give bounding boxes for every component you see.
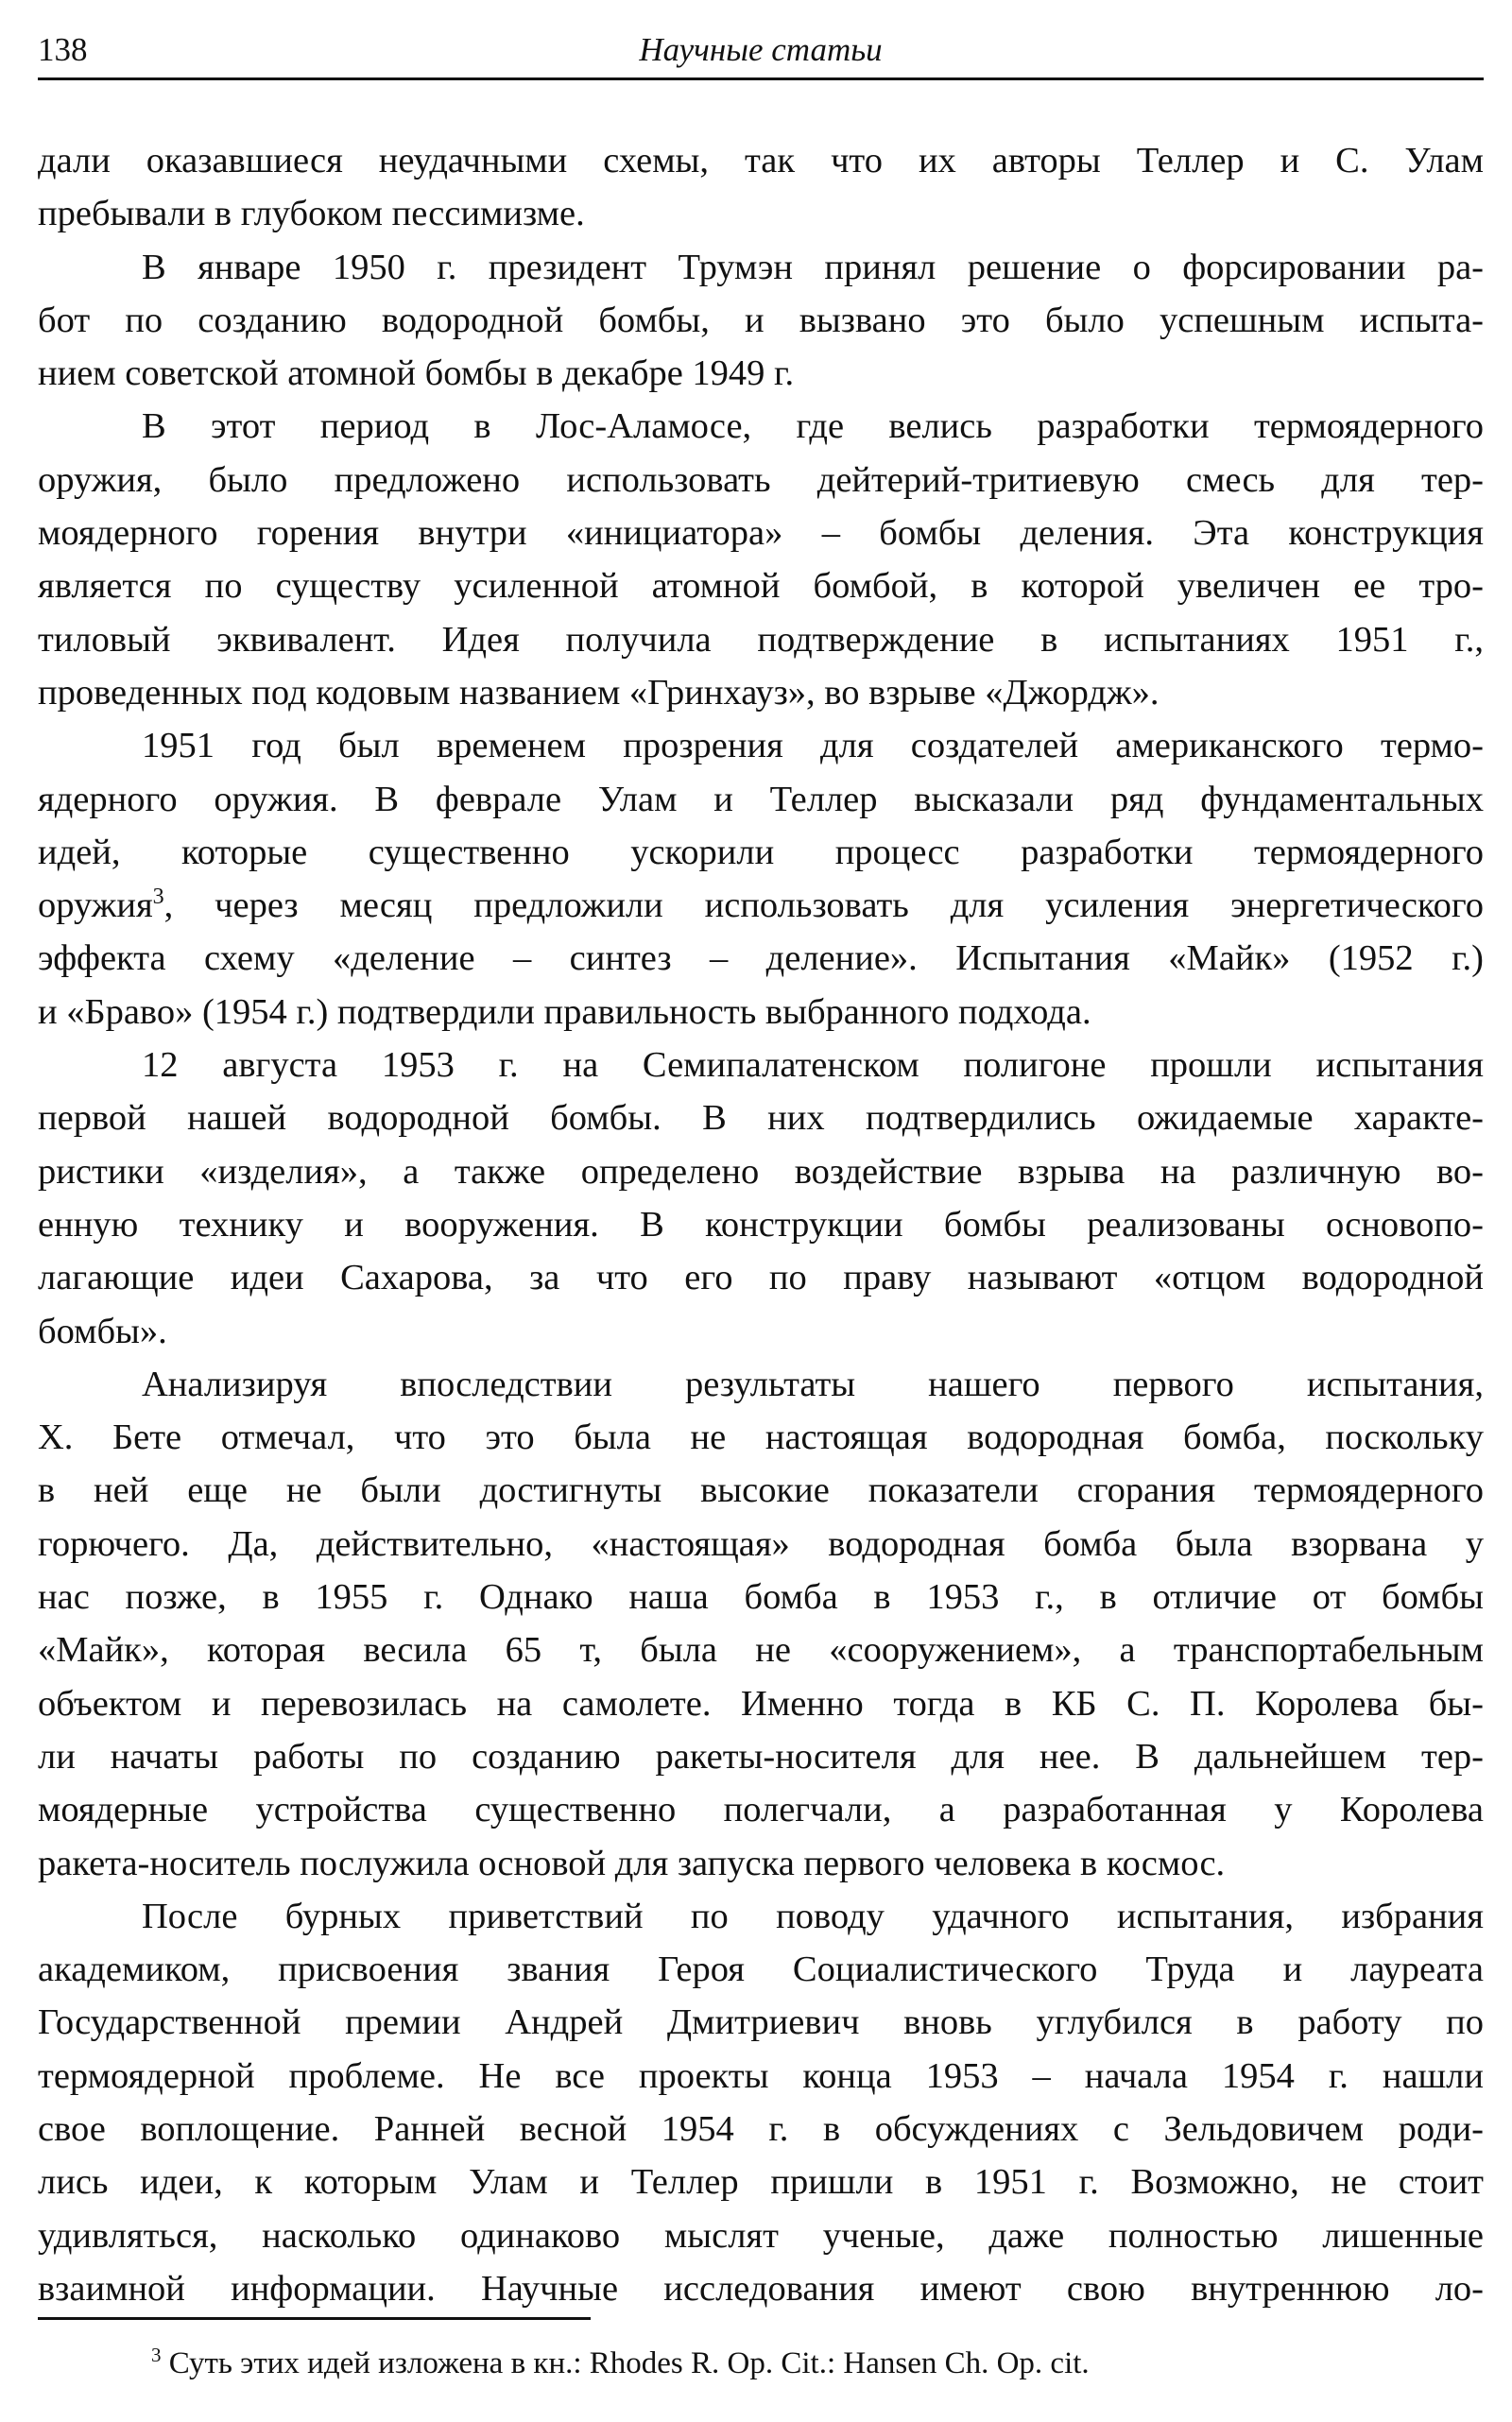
text-line: в ней еще не были достигнуты высокие показатели сгорания термоядерного	[38, 1470, 1484, 1511]
text-fragment: , через месяц предложили использовать для усиления энергетического	[163, 885, 1484, 926]
text-line: оружия, было предложено использовать дейтерий-тритиевую смесь для тер-	[38, 459, 1484, 500]
text-line: пребывали в глубоком пессимизме.	[38, 194, 585, 234]
text-line: нием советской атомной бомбы в декабре 1949 г.	[38, 353, 795, 394]
text-line: моядерного горения внутри «инициатора» – бомбы деления. Эта конструкция	[38, 513, 1484, 554]
text-line: ристики «изделия», а также определено воздействие взрыва на различную во-	[38, 1151, 1484, 1192]
text-line: бомбы».	[38, 1311, 167, 1351]
body-text	[38, 134, 1484, 2315]
page-number: 138	[38, 31, 88, 68]
section-title: Научные статьи	[639, 31, 883, 68]
text-line: свое воплощение. Ранней весной 1954 г. в обсуждениях с Зельдовичем роди-	[38, 2108, 1484, 2149]
text-line: проведенных под кодовым названием «Гринхауз», во взрыве «Джордж».	[38, 672, 1160, 713]
text-line: лагающие идеи Сахарова, за что его по праву называют «отцом водородной	[38, 1258, 1484, 1298]
text-line: В этот период в Лос-Аламосе, где велись разработки термоядерного	[142, 406, 1484, 447]
text-line: моядерные устройства существенно полегчали, а разработанная у Королева	[38, 1790, 1484, 1830]
footnote-reference[interactable]: 3	[152, 885, 164, 910]
text-line: дали оказавшиеся неудачными схемы, так что их авторы Теллер и С. Улам	[38, 141, 1484, 180]
text-line: удивляться, насколько одинаково мыслят ученые, даже полностью лишенные	[38, 2215, 1484, 2256]
text-line: ракета-носитель послужила основой для запуска первого человека в космос.	[38, 1843, 1226, 1883]
footnote	[151, 2342, 1090, 2385]
footnote-text: Суть этих идей изложена в кн.: Rhodes R. Op. Cit.: Hansen Ch. Op. cit.	[168, 2346, 1090, 2380]
text-line: идей, которые существенно ускорили процесс разработки термоядерного	[38, 832, 1484, 872]
text-line: эффекта схему «деление – синтез – деление». Испытания «Майк» (1952 г.)	[38, 938, 1484, 979]
text-line: горючего. Да, действительно, «настоящая» водородная бомба была взорвана у	[38, 1523, 1484, 1564]
text-line: лись идеи, к которым Улам и Теллер пришли в 1951 г. Возможно, не стоит	[38, 2162, 1484, 2203]
header-rule	[38, 77, 1484, 80]
text-line: Государственной премии Андрей Дмитриевич вновь углубился в работу по	[38, 2002, 1484, 2043]
text-line: 1951 год был временем прозрения для создателей американского термо-	[142, 726, 1484, 766]
text-line-with-footnote	[38, 879, 1484, 932]
text-line: В январе 1950 г. президент Трумэн принял решение о форсировании ра-	[142, 247, 1484, 287]
text-line: ядерного оружия. В феврале Улам и Теллер высказали ряд фундаментальных	[38, 779, 1484, 819]
text-line: академиком, присвоения звания Героя Социалистического Труда и лауреата	[38, 1950, 1484, 1990]
text-line: является по существу усиленной атомной бомбой, в которой увеличен ее тро-	[38, 566, 1484, 607]
text-line: Х. Бете отмечал, что это была не настоящая водородная бомба, поскольку	[38, 1417, 1484, 1458]
text-fragment: оружия	[38, 885, 153, 926]
text-line: Анализируя впоследствии результаты нашего первого испытания,	[142, 1364, 1484, 1404]
text-line: ли начаты работы по созданию ракеты-носителя для нее. В дальнейшем тер-	[38, 1736, 1484, 1777]
text-line: объектом и перевозилась на самолете. Именно тогда в КБ С. П. Королева бы-	[38, 1683, 1484, 1724]
text-line: термоядерной проблеме. Не все проекты конца 1953 – начала 1954 г. нашли	[38, 2055, 1484, 2096]
text-line: бот по созданию водородной бомбы, и вызвано это было успешным испыта-	[38, 300, 1484, 340]
text-line: взаимной информации. Научные исследования имеют свою внутреннюю ло-	[38, 2268, 1484, 2309]
text-line: и «Браво» (1954 г.) подтвердили правильность выбранного подхода.	[38, 991, 1091, 1032]
text-line: тиловый эквивалент. Идея получила подтверждение в испытаниях 1951 г.,	[38, 619, 1484, 660]
footnote-rule	[38, 2317, 591, 2320]
text-line: 12 августа 1953 г. на Семипалатенском полигоне прошли испытания	[142, 1045, 1484, 1086]
text-line: первой нашей водородной бомбы. В них подтвердились ожидаемые характе-	[38, 1098, 1484, 1139]
text-line: енную технику и вооружения. В конструкции бомбы реализованы основопо-	[38, 1204, 1484, 1245]
text-line: нас позже, в 1955 г. Однако наша бомба в 1953 г., в отличие от бомбы	[38, 1577, 1484, 1618]
footnote-mark: 3	[151, 2344, 162, 2366]
running-head	[38, 28, 1484, 76]
text-line: После бурных приветствий по поводу удачного испытания, избрания	[142, 1896, 1484, 1936]
text-line: «Майк», которая весила 65 т, была не «сооружением», а транспортабельным	[38, 1630, 1484, 1671]
